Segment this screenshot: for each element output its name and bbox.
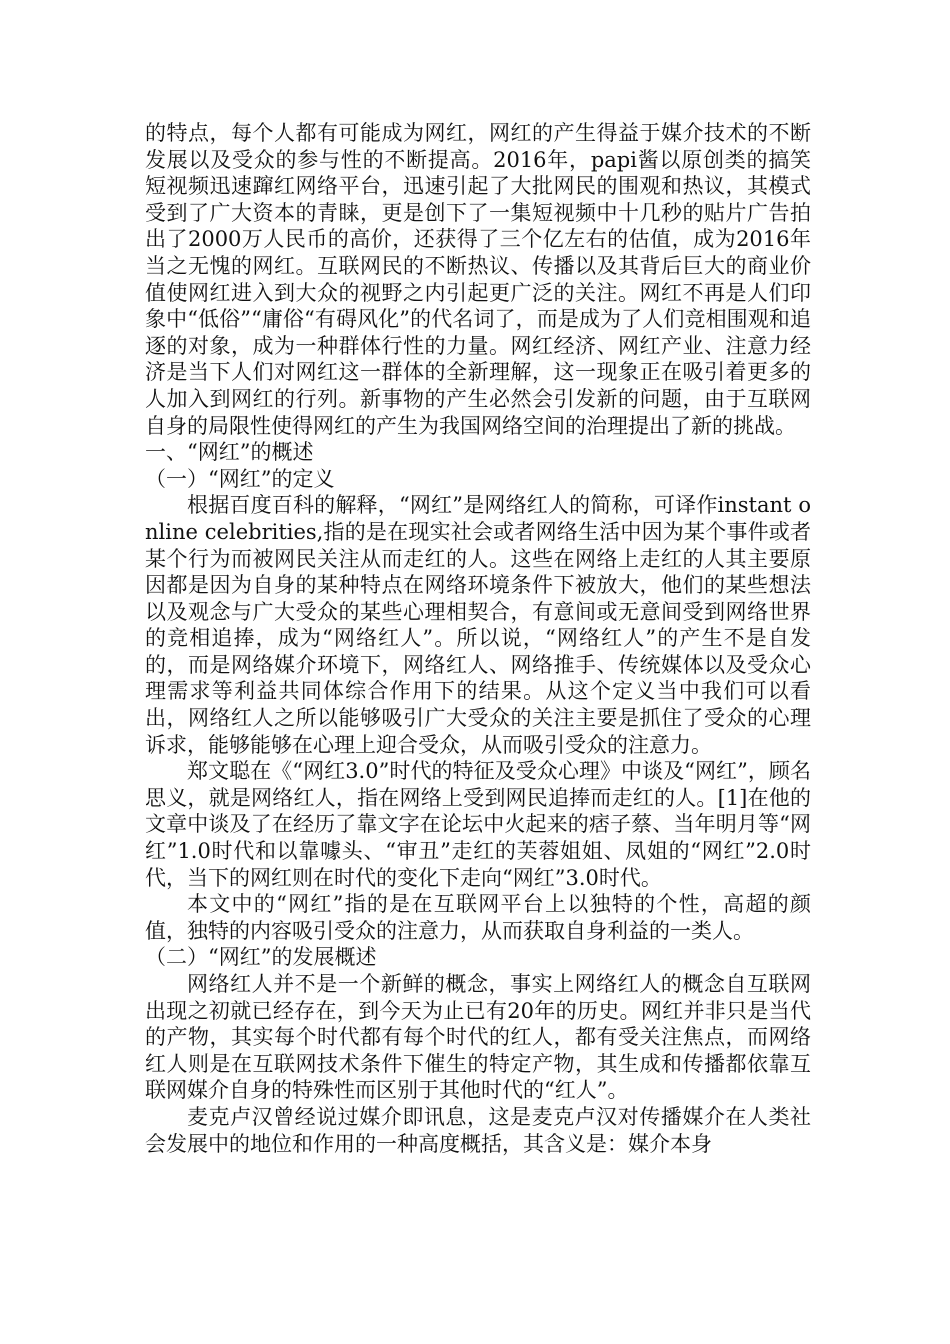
paragraph-mcluhan: 麦克卢汉曾经说过媒介即讯息，这是麦克卢汉对传播媒介在人类社会发展中的地位和作用的一种高度概括，其含义是：媒介本身 xyxy=(145,1104,811,1156)
subsection-heading-development: （二）“网红”的发展概述 xyxy=(145,945,377,970)
paragraph-this-paper-definition: 本文中的“网红”指的是在互联网平台上以独特的个性，高超的颜值，独特的内容吸引受众的注意力，从而获取自身利益的一类人。 xyxy=(145,892,811,943)
document-body xyxy=(145,120,811,1157)
section-heading-overview: 一、“网红”的概述 xyxy=(145,440,314,465)
paragraph-intro-continued: 的特点，每个人都有可能成为网红，网红的产生得益于媒介技术的不断发展以及受众的参与性的不断提高。2016年，papi酱以原创类的搞笑短视频迅速蹿红网络平台，迅速引起了大批网民的围观和热议，其模式受到了广大资本的青睐，更是创下了一集短视频中十几秒的贴片广告拍出了2000万人民币的高价，还获得了三个亿左右的估值，成为2016年当之无愧的网红。互联网民的不断热议、传播以及其背后巨大的商业价值使网红进入到大众的视野之内引起更广泛的关注。网红不再是人们印象中“低俗”“庸俗“有碍风化”的代名词了，而是成为了人们竞相围观和追逐的对象，成为一种群体行性的力量。网红经济、网红产业、注意力经济是当下人们对网红这一群体的全新理解，这一现象正在吸引着更多的人加入到网红的行列。新事物的产生必然会引发新的问题，由于互联网自身的局限性使得网红的产生为我国网络空间的治理提出了新的挑战。 xyxy=(145,121,811,438)
paragraph-development-history: 网络红人并不是一个新鲜的概念，事实上网络红人的概念自互联网出现之初就已经存在，到今天为止已有20年的历史。网红并非只是当代的产物，其实每个时代都有每个时代的红人，都有受关注焦点，而网络红人则是在互联网技术条件下催生的特定产物，其生成和传播都依靠互联网媒介自身的特殊性而区别于其他时代的“红人”。 xyxy=(145,972,811,1103)
paragraph-zheng-wencong: 郑文聪在《“网红3.0”时代的特征及受众心理》中谈及“网红”，顾名思义，就是网络红人，指在网络上受到网民追捧而走红的人。[1]在他的文章中谈及了在经历了靠文字在论坛中火起来的痞子蔡、当年明月等“网红”1.0时代和以靠噱头、“审丑”走红的芙蓉姐姐、凤姐的“网红”2.0时代，当下的网红则在时代的变化下走向“网红”3.0时代。 xyxy=(145,759,811,890)
subsection-heading-definition: （一）“网红”的定义 xyxy=(145,466,335,491)
paragraph-baidu-definition: 根据百度百科的解释，“网红”是网络红人的简称，可译作instant online celebrities,指的是在现实社会或者网络生活中因为某个事件或者某个行为而被网民关注从而走红的人。这些在网络上走红的人其主要原因都是因为自身的某种特点在网络环境条件下被放大，他们的某些想法以及观念与广大受众的某些心理相契合，有意间或无意间受到网络世界的竞相追捧，成为“网络红人”。所以说，“网络红人”的产生不是自发的，而是网络媒介环境下，网络红人、网络推手、传统媒体以及受众心理需求等利益共同体综合作用下的结果。从这个定义当中我们可以看出，网络红人之所以能够吸引广大受众的关注主要是抓住了受众的心理诉求，能够能够在心理上迎合受众，从而吸引受众的注意力。 xyxy=(145,493,811,757)
